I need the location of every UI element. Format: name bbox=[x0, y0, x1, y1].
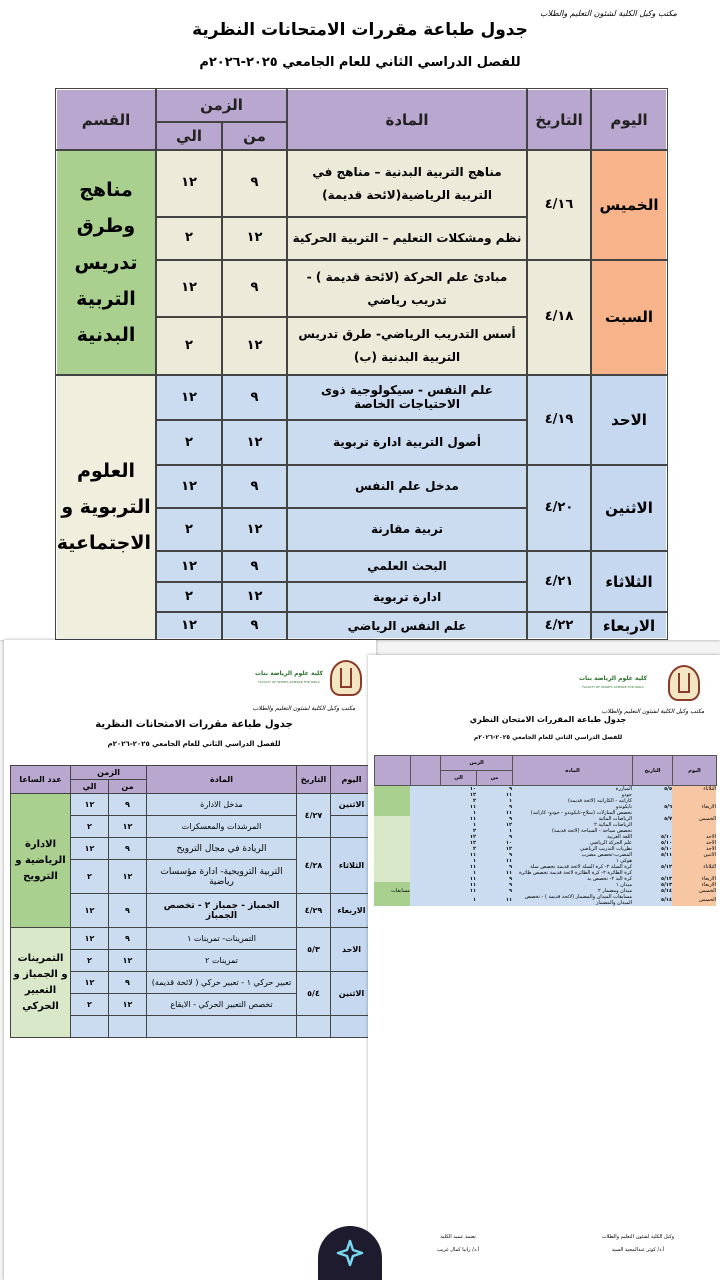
to-cell: ١ bbox=[440, 870, 476, 876]
to-cell: ٢ bbox=[156, 582, 222, 613]
header-time: الزمن bbox=[71, 766, 147, 780]
from-cell: ٩ bbox=[476, 876, 512, 882]
date-cell: ٥/١١ bbox=[632, 852, 672, 858]
subject-cell: المرشدات والمعسكرات bbox=[147, 816, 297, 838]
from-cell: ٩ bbox=[109, 794, 147, 816]
date-cell: ٥/١٣ bbox=[632, 882, 672, 888]
from-cell: ١٢ bbox=[222, 317, 287, 374]
date-cell: ٥/٥ bbox=[632, 786, 672, 792]
signature-text: مكتب وكيل الكلية لشئون التعليم والطلاب bbox=[540, 8, 677, 18]
to-cell: ١٢ bbox=[156, 260, 222, 317]
date-cell: ٥/١٢ bbox=[632, 864, 672, 870]
subject-cell: علم الحركة الرياضي bbox=[512, 840, 632, 846]
header-to: الي bbox=[441, 771, 477, 786]
subject-cell: مبادئ علم الحركة (لائحة قديمة ) - تدريب رياضي bbox=[287, 260, 527, 317]
from-cell: ١٠ bbox=[476, 840, 512, 846]
dept-cell: الادارة الرياضية و الترويح bbox=[11, 794, 71, 928]
date-cell: ٥/١٤ bbox=[632, 888, 672, 894]
header-dept: القسم bbox=[56, 89, 156, 150]
date-cell: ٤/١٩ bbox=[527, 375, 591, 465]
footer-vice-name: أ.د/ كوثر عبدالمجيد السيد bbox=[611, 1247, 665, 1253]
page-subtitle: للفصل الدراسي الثاني للعام الجامعي ٢٠٢٥-٢٠٢٦م bbox=[107, 740, 281, 748]
subject-cell: تخصص سباحة - السباحة (لائحة قديمة) bbox=[512, 828, 632, 834]
subject-cell: كاراتيه - الكاراتيه (لائحة قديمة) bbox=[512, 798, 632, 804]
to-cell: ١٢ bbox=[156, 375, 222, 420]
page-title: جدول طباعة مقررات الامتحانات النظرية bbox=[192, 20, 528, 40]
subject-cell: علم النفس - سيكولوجية ذوى الاحتياجات الخاصة bbox=[287, 375, 527, 420]
to-cell: ٢ bbox=[440, 798, 476, 804]
signature-text: مكتب وكيل الكلية لشئون التعليم والطلاب bbox=[601, 707, 705, 715]
date-cell: ٤/١٦ bbox=[527, 150, 591, 260]
subject-cell: جودو bbox=[512, 792, 632, 798]
date-cell: ٥/١٠ bbox=[632, 834, 672, 840]
header-from: من bbox=[222, 122, 287, 151]
subject-cell: كرة الطائرة ٢- كرة الطائرة لائحة قديمة تخصص طائرة bbox=[512, 870, 632, 876]
to-cell: ١١ bbox=[440, 852, 476, 858]
date-cell: ٤/٢٠ bbox=[527, 465, 591, 551]
subject-cell: تمرينات ٢ bbox=[147, 950, 297, 972]
subject-cell: تعبير حركي ١ - تعبير حركي ( لائحة قديمة) bbox=[147, 972, 297, 994]
subject-cell: ادارة تربوية bbox=[287, 582, 527, 613]
subject-cell: اللغة العربية bbox=[512, 834, 632, 840]
date-cell: ٥/٧ bbox=[632, 816, 672, 822]
header-subject: المادة bbox=[513, 756, 633, 786]
from-cell: ٩ bbox=[476, 786, 512, 792]
from-cell: ٩ bbox=[222, 150, 287, 217]
day-cell: الاحد bbox=[672, 834, 716, 840]
to-cell: ١٢ bbox=[440, 840, 476, 846]
header-to: الي bbox=[156, 122, 222, 151]
page-title: جدول طباعة المقررات الامتحان النظري bbox=[469, 714, 627, 724]
from-cell: ٩ bbox=[222, 551, 287, 582]
logo-subtext: FACULTY OF SPORTS SCIENCE FOR GIRLS bbox=[258, 680, 320, 684]
faculty-logo-icon bbox=[668, 665, 700, 701]
subject-cell: نظريات التدريب الرياضي bbox=[512, 846, 632, 852]
header-from: من bbox=[109, 780, 147, 794]
schedule-sheet-right bbox=[368, 655, 720, 1280]
header-date: التاريخ bbox=[633, 756, 673, 786]
to-cell: ١٢ bbox=[156, 150, 222, 217]
from-cell: ١ bbox=[476, 828, 512, 834]
subject-cell: الرياضات المائية ٢ bbox=[512, 822, 632, 828]
day-cell: الاحد bbox=[672, 840, 716, 846]
from-cell: ٩ bbox=[109, 972, 147, 994]
from-cell: ١٢ bbox=[109, 816, 147, 838]
subject-cell: الجمباز - جمباز ٢ - تخصص الجمباز bbox=[147, 894, 297, 928]
header-to: الي bbox=[71, 780, 109, 794]
schedule-table bbox=[55, 88, 668, 640]
from-cell: ١١ bbox=[476, 858, 512, 864]
page-subtitle: للفصل الدراسي الثاني للعام الجامعي ٢٠٢٥-٢٠٢٦م bbox=[199, 54, 521, 70]
subject-cell: كرة السلة ٢- كرة السلة لائحة قديمة تخصص سلة bbox=[512, 864, 632, 870]
subject-cell: هوكي ١ bbox=[512, 858, 632, 864]
from-cell: ١٢ bbox=[222, 508, 287, 551]
from-cell: ٩ bbox=[476, 834, 512, 840]
day-cell: الخميس bbox=[591, 150, 667, 260]
to-cell: ١ bbox=[440, 894, 476, 906]
logo-text: كلية علوم الرياضة بنات bbox=[255, 669, 323, 677]
subject-cell: التربية الترويحية- ادارة مؤسسات رياضية bbox=[147, 860, 297, 894]
to-cell: ١١ bbox=[440, 804, 476, 810]
from-cell: ٩ bbox=[476, 852, 512, 858]
day-cell: الثلاثاء bbox=[331, 838, 373, 894]
to-cell: ٢ bbox=[440, 846, 476, 852]
logo-subtext: FACULTY OF SPORTS SCIENCE FOR GIRLS bbox=[582, 685, 644, 689]
date-cell: ٤/٢٩ bbox=[297, 894, 331, 928]
subject-cell: مناهج التربية البدنية – مناهج في التربية الرياضية(لائحة قديمة) bbox=[287, 150, 527, 217]
day-cell: الخميس bbox=[672, 894, 716, 906]
day-cell: الاربعاء bbox=[672, 882, 716, 888]
subject-cell: المضرب-تخصص مضرب bbox=[512, 852, 632, 858]
header-subject: المادة bbox=[147, 766, 297, 794]
date-cell: ٥/١٤ bbox=[632, 894, 672, 906]
from-cell: ٩ bbox=[222, 375, 287, 420]
subject-cell: أسس التدريب الرياضي- طرق تدريس التربية البدنية (ب) bbox=[287, 317, 527, 374]
from-cell: ١٢ bbox=[222, 582, 287, 613]
day-cell: الاربعاء bbox=[672, 876, 716, 882]
to-cell: ٢ bbox=[71, 950, 109, 972]
to-cell: ١٢ bbox=[156, 465, 222, 508]
from-cell: ١١ bbox=[476, 792, 512, 798]
day-cell: الثلاثاء bbox=[672, 864, 716, 870]
logo-text: كلية علوم الرياضة بنات bbox=[579, 674, 647, 682]
from-cell: ٩ bbox=[222, 465, 287, 508]
header-time: الزمن bbox=[441, 756, 513, 771]
day-cell: الاثنين bbox=[591, 465, 667, 551]
day-cell: الاثنين bbox=[331, 972, 373, 1016]
schedule-table-body bbox=[374, 786, 716, 906]
dept-cell: مناهج وطرق تدريس التربية البدنية bbox=[56, 150, 156, 374]
to-cell: ٢ bbox=[156, 508, 222, 551]
to-cell: ١٢ bbox=[71, 928, 109, 950]
from-cell: ١٢ bbox=[109, 994, 147, 1016]
from-cell: ٩ bbox=[109, 838, 147, 860]
to-cell: ١٢ bbox=[156, 551, 222, 582]
to-cell: ١ bbox=[440, 858, 476, 864]
day-cell: الخميس bbox=[672, 888, 716, 894]
day-cell: الثلاثاء bbox=[591, 551, 667, 612]
to-cell: ٢ bbox=[156, 317, 222, 374]
to-cell: ١٢ bbox=[156, 612, 222, 639]
subject-cell: ميدان ١ bbox=[512, 882, 632, 888]
to-cell: ١٢ bbox=[71, 894, 109, 928]
from-cell: ٩ bbox=[222, 612, 287, 639]
subject-cell: المبارزة bbox=[512, 786, 632, 792]
from-cell: ١١ bbox=[476, 810, 512, 816]
to-cell: ١١ bbox=[440, 888, 476, 894]
header-day: اليوم bbox=[331, 766, 373, 794]
footer-dean-name: أ.د/ رانيا كمال غريب bbox=[437, 1247, 479, 1253]
from-cell: ١٢ bbox=[222, 420, 287, 465]
to-cell: ١٢ bbox=[440, 834, 476, 840]
schedule-sheet-left bbox=[4, 640, 376, 1280]
day-cell: الاثنين bbox=[331, 794, 373, 816]
signature-text: مكتب وكيل الكلية لشئون التعليم والطلاب bbox=[252, 704, 356, 712]
schedule-table bbox=[10, 765, 373, 1038]
to-cell: ٢ bbox=[71, 860, 109, 894]
from-cell: ٩ bbox=[476, 864, 512, 870]
date-cell: ٥/١٠ bbox=[632, 846, 672, 852]
subject-cell: أصول التربية ادارة تربوية bbox=[287, 420, 527, 465]
to-cell: ٢ bbox=[156, 420, 222, 465]
to-cell: ٢ bbox=[156, 217, 222, 260]
subject-cell: مدخل علم النفس bbox=[287, 465, 527, 508]
from-cell: ١ bbox=[476, 798, 512, 804]
day-cell: الاثنين bbox=[672, 852, 716, 858]
from-cell: ٩ bbox=[109, 928, 147, 950]
to-cell: ١٢ bbox=[71, 794, 109, 816]
dept-cell: التمرينات و الجمباز و التعبير الحركي bbox=[11, 928, 71, 1038]
from-cell: ٩ bbox=[222, 260, 287, 317]
from-cell: ٩ bbox=[476, 882, 512, 888]
to-cell: ١١ bbox=[440, 876, 476, 882]
from-cell: ٩ bbox=[476, 816, 512, 822]
subject-cell: تربية مقارنة bbox=[287, 508, 527, 551]
subject-cell: الرياضات المائية bbox=[512, 816, 632, 822]
to-cell: ١ bbox=[440, 810, 476, 816]
from-cell: ١٢ bbox=[476, 846, 512, 852]
to-cell: ١٢ bbox=[71, 838, 109, 860]
from-cell: ١٢ bbox=[222, 217, 287, 260]
day-cell: الاربعاء bbox=[591, 612, 667, 639]
from-cell: ١٢ bbox=[476, 822, 512, 828]
subject-cell: تايكوندو bbox=[512, 804, 632, 810]
date-cell: ٥/٣ bbox=[297, 928, 331, 972]
to-cell: ١١ bbox=[440, 882, 476, 888]
date-cell: ٤/٢٧ bbox=[297, 794, 331, 838]
day-cell: الثلاثاء bbox=[672, 786, 716, 792]
subject-cell: نظم ومشكلات التعليم – التربية الحركية bbox=[287, 217, 527, 260]
day-cell: الاربعاء bbox=[672, 804, 716, 810]
day-cell bbox=[331, 816, 373, 838]
sparkle-icon bbox=[335, 1238, 365, 1268]
dept-cell: العلوم التربوية و الاجتماعية bbox=[56, 375, 156, 639]
day-cell: الخميس bbox=[672, 816, 716, 822]
header-date: التاريخ bbox=[527, 89, 591, 150]
date-cell: ٥/١٣ bbox=[632, 876, 672, 882]
day-cell: الاحد bbox=[331, 928, 373, 972]
page-title: جدول طباعة مقررات الامتحانات النظرية bbox=[95, 718, 293, 730]
footer-dean-label: يعتمد عميد الكلية bbox=[440, 1234, 476, 1240]
date-cell: ٥/٦ bbox=[632, 804, 672, 810]
date-cell: ٥/١٠ bbox=[632, 840, 672, 846]
to-cell: ٢ bbox=[440, 828, 476, 834]
from-cell: ١١ bbox=[476, 894, 512, 906]
from-cell: ١١ bbox=[476, 870, 512, 876]
to-cell: ٢ bbox=[71, 994, 109, 1016]
day-cell: الاحد bbox=[672, 846, 716, 852]
subject-cell: تخصص التعبير الحركي - الايقاع bbox=[147, 994, 297, 1016]
to-cell: ١١ bbox=[440, 816, 476, 822]
to-cell: ١ bbox=[440, 822, 476, 828]
day-cell: الاحد bbox=[591, 375, 667, 465]
header-time: الزمن bbox=[156, 89, 287, 122]
day-cell: السبت bbox=[591, 260, 667, 375]
to-cell: ١٢ bbox=[440, 792, 476, 798]
day-cell: الاربعاء bbox=[331, 894, 373, 928]
header-day: اليوم bbox=[591, 89, 667, 150]
from-cell: ٩ bbox=[109, 894, 147, 928]
subject-cell: البحث العلمي bbox=[287, 551, 527, 582]
subject-cell: الريادة في مجال الترويح bbox=[147, 838, 297, 860]
subject-cell: التمرينات- تمرينات ١ bbox=[147, 928, 297, 950]
subject-cell: كرة اليد ٢- تخصص يد bbox=[512, 876, 632, 882]
date-cell: ٤/٢٢ bbox=[527, 612, 591, 639]
header-date: التاريخ bbox=[297, 766, 331, 794]
date-cell: ٤/٢١ bbox=[527, 551, 591, 612]
header-subject: المادة bbox=[287, 89, 527, 150]
to-cell: ٢ bbox=[71, 816, 109, 838]
page-subtitle: للفصل الدراسي الثاني للعام الجامعي ٢٠٢٥-٢٠٢٦م bbox=[473, 733, 623, 741]
from-cell: ١٢ bbox=[109, 950, 147, 972]
from-cell: ٩ bbox=[476, 804, 512, 810]
to-cell: ١٠ bbox=[440, 786, 476, 792]
subject-cell: علم النفس الرياضي bbox=[287, 612, 527, 639]
header-from: من bbox=[477, 771, 513, 786]
date-cell: ٥/٤ bbox=[297, 972, 331, 1016]
subject-cell: تخصص المنازلات (سلاح-تايكوندو - جودو- كاراتيه) bbox=[512, 810, 632, 816]
subject-cell: مدخل الادارة bbox=[147, 794, 297, 816]
subject-cell: ميدان ومضمار ٢ bbox=[512, 888, 632, 894]
from-cell: ٩ bbox=[476, 888, 512, 894]
footer-vice-label: وكيل الكلية لشئون التعليم والطلاب bbox=[601, 1234, 675, 1240]
to-cell: ١١ bbox=[440, 864, 476, 870]
date-cell: ٤/٢٨ bbox=[297, 838, 331, 894]
from-cell: ١٢ bbox=[109, 860, 147, 894]
faculty-logo-icon bbox=[330, 660, 362, 696]
schedule-table bbox=[374, 755, 717, 786]
dept-cell: مسابقات bbox=[374, 888, 410, 894]
header-hours: عدد الساعا bbox=[11, 766, 71, 794]
date-cell: ٤/١٨ bbox=[527, 260, 591, 375]
to-cell: ١٢ bbox=[71, 972, 109, 994]
header-day: اليوم bbox=[673, 756, 717, 786]
subject-cell: مسابقات الميدان والمضمار (لائحة قديمة ) - تخصص الميدان والمضمار bbox=[512, 894, 632, 906]
